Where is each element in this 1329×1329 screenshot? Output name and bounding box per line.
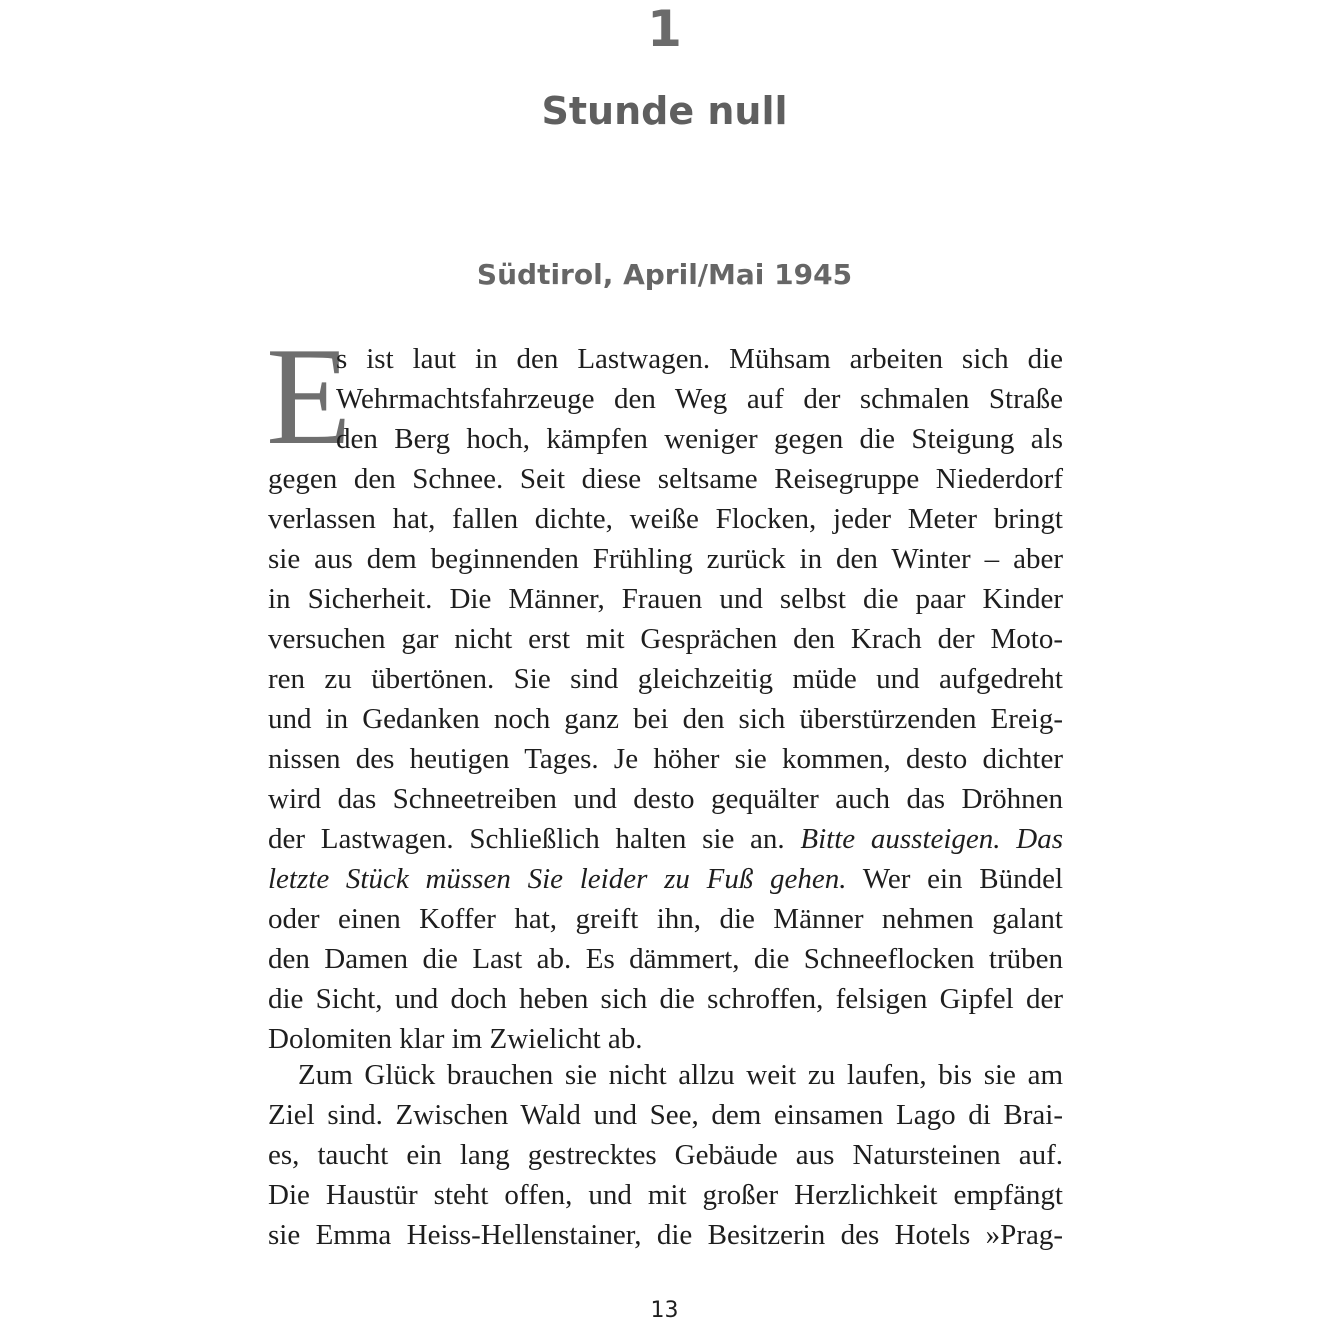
text-line: versuchen gar nicht erst mit Gesprächen den Krach der Moto- [268,623,1063,655]
text-line: verlassen hat, fallen dichte, weiße Flocken, jeder Meter bringt [268,503,1063,535]
text-line: in Sicherheit. Die Männer, Frauen und selbst die paar Kinder [268,583,1063,615]
text-line: gegen den Schnee. Seit diese seltsame Reisegruppe Niederdorf [268,463,1063,495]
text-line: Dolomiten klar im Zwielicht ab. [268,1023,643,1055]
paragraph-1 [266,319,1064,1059]
text-line: und in Gedanken noch ganz bei den sich überstürzenden Ereig- [268,703,1063,735]
text-line: nissen des heutigen Tages. Je höher sie kommen, desto dichter [268,743,1063,775]
text-line: Die Haustür steht offen, und mit großer Herzlichkeit empfängt [268,1179,1063,1211]
chapter-title: Stunde null [541,89,788,133]
paragraph-2 [268,1055,1063,1255]
text-line: Ziel sind. Zwischen Wald und See, dem einsamen Lago di Brai- [268,1099,1063,1131]
text-line [268,819,1063,859]
italic-quote: Bitte aussteigen. Das [800,823,1063,855]
text-line: sie aus dem beginnenden Frühling zurück in den Winter – aber [268,543,1063,575]
text-line: den Berg hoch, kämpfen weniger gegen die Steigung als [336,423,1063,455]
text-line: s ist laut in den Lastwagen. Mühsam arbeiten sich die [336,343,1063,375]
chapter-number: 1 [647,0,682,58]
text-segment: Wer ein Bündel [846,863,1064,895]
text-line: es, taucht ein lang gestrecktes Gebäude aus Natursteinen auf. [268,1139,1063,1171]
drop-cap: E [266,319,352,474]
italic-quote: letzte Stück müssen Sie leider zu Fuß gehen. [268,863,847,895]
page-number: 13 [650,1298,679,1323]
text-line: Zum Glück brauchen sie nicht allzu weit zu laufen, bis sie am [298,1059,1063,1091]
section-heading: Südtirol, April/Mai 1945 [476,258,853,291]
text-line: sie Emma Heiss-Hellenstainer, die Besitzerin des Hotels »Prag- [268,1219,1063,1251]
text-line [268,859,1063,899]
text-line: Wehrmachtsfahrzeuge den Weg auf der schmalen Straße [336,383,1063,415]
text-segment: der Lastwagen. Schließlich halten sie an. [268,823,801,855]
text-line: wird das Schneetreiben und desto gequälter auch das Dröhnen [268,783,1063,815]
text-line: oder einen Koffer hat, greift ihn, die Männer nehmen galant [268,903,1063,935]
text-line: ren zu übertönen. Sie sind gleichzeitig müde und aufgedreht [268,663,1063,695]
text-line: den Damen die Last ab. Es dämmert, die Schneeflocken trüben [268,943,1063,975]
text-line: die Sicht, und doch heben sich die schroffen, felsigen Gipfel der [268,983,1063,1015]
